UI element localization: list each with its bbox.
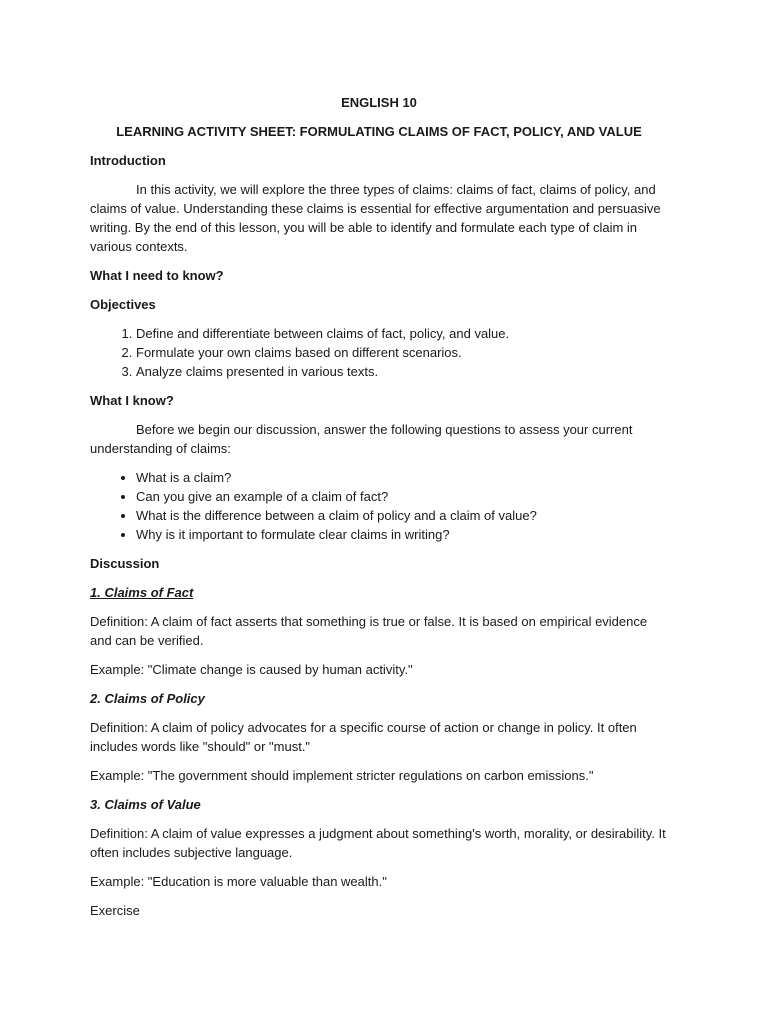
claims-of-value-example: Example: "Education is more valuable than wealth." — [90, 874, 387, 889]
claims-of-value-heading: 3. Claims of Value — [90, 797, 201, 812]
introduction-heading: Introduction — [90, 153, 166, 168]
claims-of-fact-example: Example: "Climate change is caused by human activity." — [90, 662, 413, 677]
introduction-text: In this activity, we will explore the three types of claims: claims of fact, claims of policy, and claims of value. Understanding these claims is essential for effective argumentation and persuasive writing. By the end of this lesson, you will be able to identify and formulate each type of claim in various contexts. — [90, 182, 661, 254]
claims-of-value-definition: Definition: A claim of value expresses a judgment about something's worth, morality, or desirability. It often includes subjective language. — [90, 826, 666, 860]
questions-list — [90, 468, 668, 544]
what-i-know-heading: What I know? — [90, 393, 174, 408]
need-to-know-heading: What I need to know? — [90, 268, 224, 283]
question-item: • What is the difference between a claim of policy and a claim of value? — [136, 506, 668, 525]
claims-of-policy-example: Example: "The government should implement stricter regulations on carbon emissions." — [90, 768, 594, 783]
document-title: ENGLISH 10 — [341, 95, 417, 110]
objectives-list — [90, 324, 668, 381]
discussion-heading: Discussion — [90, 556, 160, 571]
question-item: • What is a claim? — [136, 468, 668, 487]
question-item: • Can you give an example of a claim of fact? — [136, 487, 668, 506]
claims-of-policy-heading: 2. Claims of Policy — [90, 691, 205, 706]
objective-item: 2. Formulate your own claims based on different scenarios. — [136, 343, 668, 362]
what-i-know-text: Before we begin our discussion, answer the following questions to assess your current understanding of claims: — [90, 422, 633, 456]
claims-of-policy-definition: Definition: A claim of policy advocates for a specific course of action or change in policy. It often includes words like "should" or "must." — [90, 720, 637, 754]
question-item: • Why is it important to formulate clear claims in writing? — [136, 525, 668, 544]
objective-item: 3. Analyze claims presented in various texts. — [136, 362, 668, 381]
document-subtitle: LEARNING ACTIVITY SHEET: FORMULATING CLAIMS OF FACT, POLICY, AND VALUE — [116, 124, 642, 139]
exercise-heading: Exercise — [90, 903, 140, 918]
objectives-heading: Objectives — [90, 297, 156, 312]
objective-item: 1. Define and differentiate between claims of fact, policy, and value. — [136, 324, 668, 343]
claims-of-fact-definition: Definition: A claim of fact asserts that something is true or false. It is based on empirical evidence and can be verified. — [90, 614, 648, 648]
claims-of-fact-heading: 1. Claims of Fact — [90, 585, 194, 600]
